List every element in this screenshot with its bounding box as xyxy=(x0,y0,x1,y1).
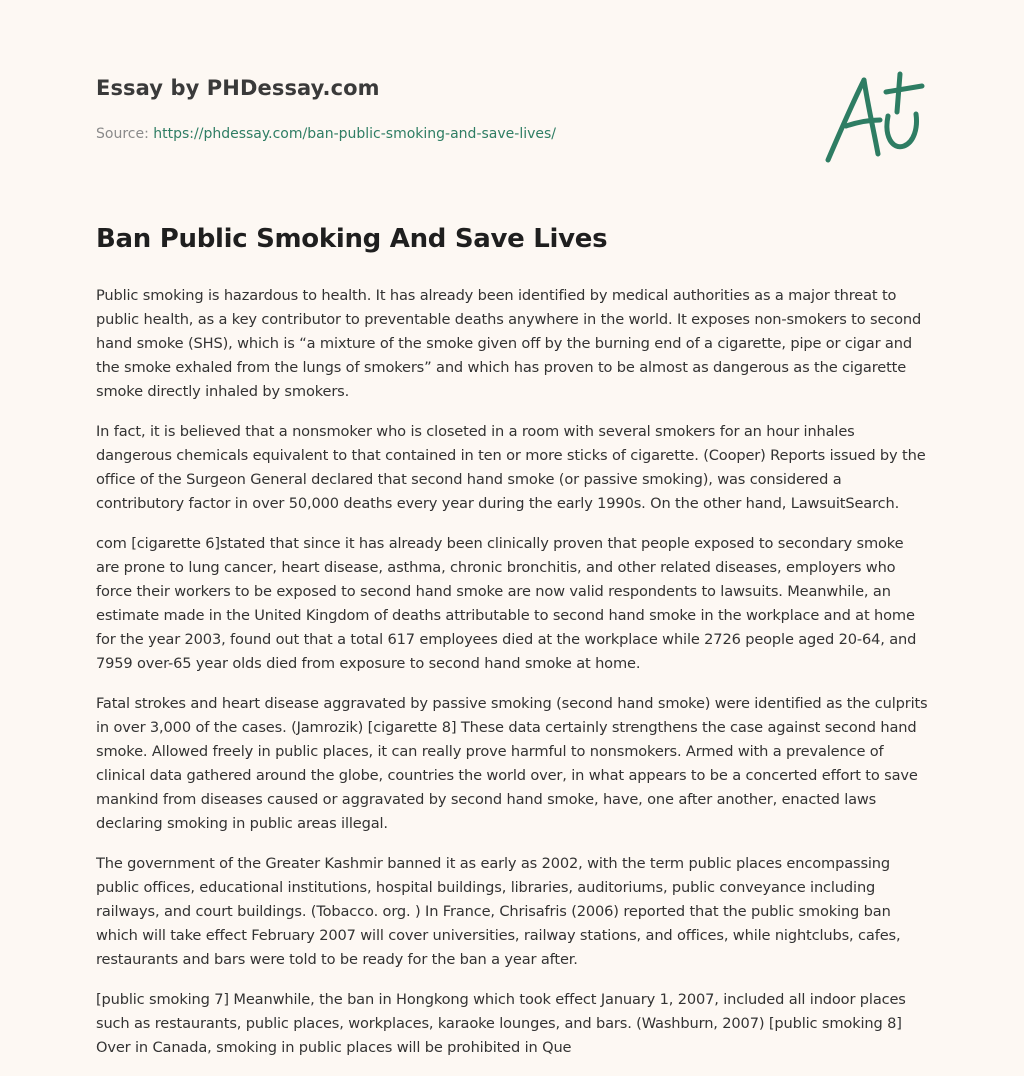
source-link[interactable]: https://phdessay.com/ban-public-smoking-and-save-lives/ xyxy=(153,126,557,142)
essay-body xyxy=(96,284,930,1064)
essay-paragraph: The government of the Greater Kashmir banned it as early as 2002, with the term public places encompassing public offices, educational institutions, hospital buildings, libraries, auditoriums, public conveyance including railways, and court buildings. (Tobacco. org. ) In France, Chrisafris (2006) reported that the public smoking ban which will take effect February 2007 will cover universities, railway stations, and offices, while nightclubs, cafes, restaurants and bars were told to be ready for the ban a year after. xyxy=(96,855,901,968)
essay-title: Ban Public Smoking And Save Lives xyxy=(96,224,608,254)
page-header xyxy=(96,76,796,142)
site-title: Essay by PHDessay.com xyxy=(96,76,380,100)
essay-paragraph: In fact, it is believed that a nonsmoker who is closeted in a room with several smokers for an hour inhales dangerous chemicals equivalent to that contained in ten or more sticks of cigarette. (Cooper) Reports issued by the office of the Surgeon General declared that second hand smoke (or passive smoking), was considered a contributory factor in over 50,000 deaths every year during the early 1990s. On the other hand, LawsuitSearch. xyxy=(96,423,926,512)
essay-paragraph: [public smoking 7] Meanwhile, the ban in Hongkong which took effect January 1, 2007, included all indoor places such as restaurants, public places, workplaces, karaoke lounges, and bars. (Washburn, 2007) [public smoking 8] Over in Canada, smoking in public places will be prohibited in Que xyxy=(96,991,906,1056)
a-plus-logo-icon xyxy=(818,66,930,166)
essay-paragraph: Fatal strokes and heart disease aggravated by passive smoking (second hand smoke) were identified as the culprits in over 3,000 of the cases. (Jamrozik) [cigarette 8] These data certainly strengthens the case against second hand smoke. Allowed freely in public places, it can really prove harmful to nonsmokers. Armed with a prevalence of clinical data gathered around the globe, countries the world over, in what appears to be a concerted effort to save mankind from diseases caused or aggravated by second hand smoke, have, one after another, enacted laws declaring smoking in public areas illegal. xyxy=(96,695,928,832)
source-label: Source: xyxy=(96,126,149,142)
essay-paragraph: com [cigarette 6]stated that since it has already been clinically proven that people exposed to secondary smoke are prone to lung cancer, heart disease, asthma, chronic bronchitis, and other related diseases, employers who force their workers to be exposed to second hand smoke are now valid respondents to lawsuits. Meanwhile, an estimate made in the United Kingdom of deaths attributable to second hand smoke in the workplace and at home for the year 2003, found out that a total 617 employees died at the workplace while 2726 people aged 20-64, and 7959 over-65 year olds died from exposure to second hand smoke at home. xyxy=(96,535,917,672)
source-line xyxy=(96,126,796,142)
essay-paragraph: Public smoking is hazardous to health. It has already been identified by medical authorities as a major threat to public health, as a key contributor to preventable deaths anywhere in the world. It exposes non-smokers to second hand smoke (SHS), which is “a mixture of the smoke given off by the burning end of a cigarette, pipe or cigar and the smoke exhaled from the lungs of smokers” and which has proven to be almost as dangerous as the cigarette smoke directly inhaled by smokers. xyxy=(96,287,922,400)
